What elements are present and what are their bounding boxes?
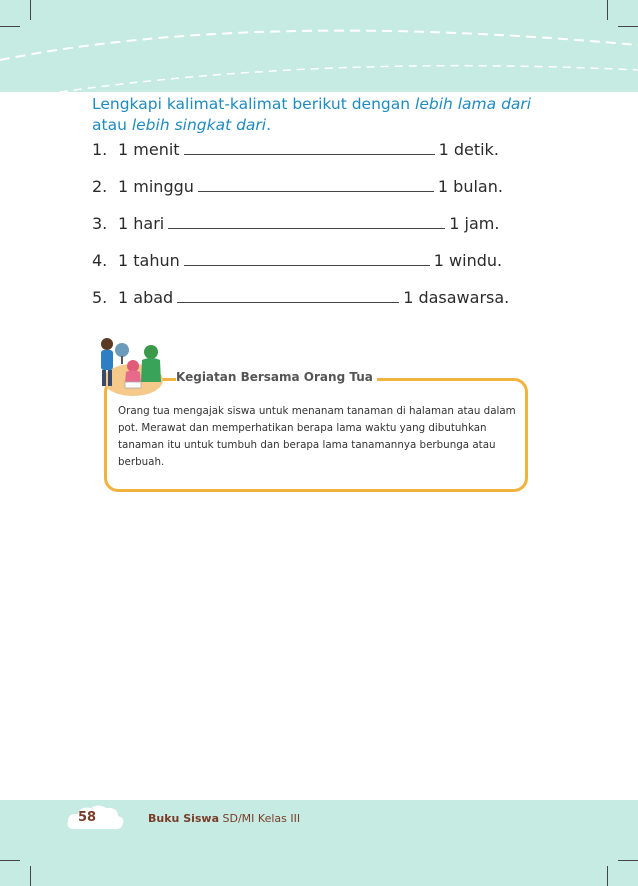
crop-mark [30,0,31,20]
term-longer: lebih lama dari [415,95,532,113]
crop-mark [607,0,608,20]
question-item: 4. 1 tahun 1 windu. [92,251,503,270]
answer-blank[interactable] [198,177,434,192]
answer-blank[interactable] [184,140,435,155]
question-list [92,140,532,325]
crop-mark [618,860,638,861]
answer-blank[interactable] [168,214,445,229]
question-item: 1. 1 menit 1 detik. [92,140,499,159]
crop-mark [30,866,31,886]
family-reading-illustration [95,336,165,398]
decorative-curves [0,0,638,92]
answer-blank[interactable] [184,251,430,266]
answer-blank[interactable] [177,288,399,303]
instruction-text: Lengkapi kalimat-kalimat berikut dengan lebih lama dari atau lebih singkat dari. [92,95,532,134]
header-band [0,0,638,92]
crop-mark [0,860,20,861]
crop-mark [0,26,20,27]
activity-title: Kegiatan Bersama Orang Tua [176,370,377,384]
crop-mark [607,866,608,886]
activity-text: Orang tua mengajak siswa untuk menanam tanaman di halaman atau dalam pot. Merawat dan memperhatikan berapa lama waktu yang dibutuhkan tanaman itu untuk tumbuh dan berapa lama tanamannya berbunga atau berbuah. [118,405,516,468]
term-shorter: lebih singkat dari [131,116,267,134]
question-item: 5. 1 abad 1 dasawarsa. [92,288,510,307]
page-number: 58 [78,810,97,825]
crop-mark [618,26,638,27]
question-item: 3. 1 hari 1 jam. [92,214,500,233]
book-title: Buku Siswa SD/MI Kelas III [148,812,301,825]
question-item: 2. 1 minggu 1 bulan. [92,177,503,196]
